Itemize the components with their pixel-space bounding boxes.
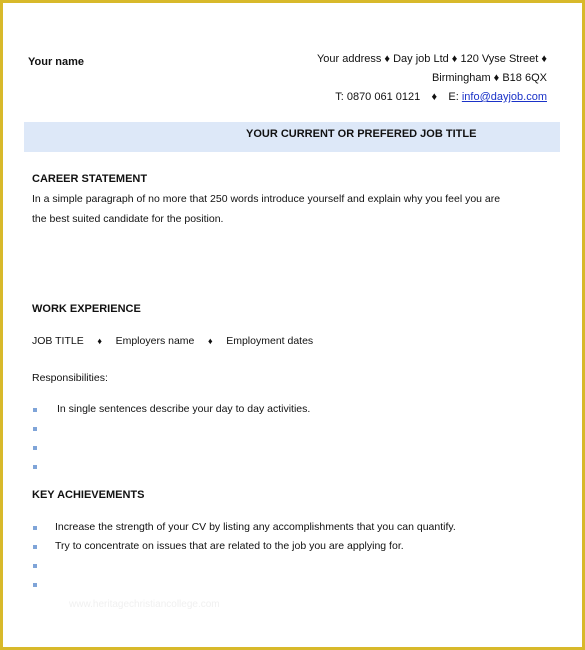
list-item: In single sentences describe your day to day activities.: [57, 403, 311, 415]
list-item: Try to concentrate on issues that are related to the job you are applying for.: [55, 540, 404, 552]
bullet-marker: [33, 446, 37, 450]
job-title-heading: YOUR CURRENT OR PREFERED JOB TITLE: [246, 128, 477, 140]
work-experience-heading: WORK EXPERIENCE: [32, 303, 141, 315]
career-statement-heading: CAREER STATEMENT: [32, 173, 148, 185]
address-line-2: Birmingham ♦ B18 6QX: [431, 72, 547, 84]
responsibilities-label: Responsibilities:: [32, 372, 108, 384]
bullet-marker: [33, 526, 37, 530]
address-line-1: Your address ♦ Day job Ltd ♦ 120 Vyse Street ♦: [316, 53, 547, 65]
separator-1: ♦: [97, 336, 102, 346]
phone-number: T: 0870 061 0121: [335, 91, 421, 103]
job-title-bar: [24, 122, 560, 152]
employment-dates: Employment dates: [226, 335, 314, 347]
email-label: E:: [448, 91, 459, 103]
bullet-marker: [33, 408, 37, 412]
email-link[interactable]: info@dayjob.com: [461, 91, 547, 103]
contact-line: [335, 88, 547, 107]
bullet-marker: [33, 465, 37, 469]
key-achievements-heading: KEY ACHIEVEMENTS: [32, 489, 145, 501]
contact-separator: ♦: [431, 91, 438, 103]
bullet-marker: [33, 583, 37, 587]
bullet-marker: [33, 564, 37, 568]
bullet-marker: [33, 545, 37, 549]
job-title-label: JOB TITLE: [32, 335, 84, 347]
job-details-line: [32, 335, 313, 347]
watermark: www.heritagechristiancollege.com: [69, 599, 220, 610]
career-statement-line-2: the best suited candidate for the position.: [32, 213, 224, 225]
employer-name: Employers name: [115, 335, 195, 347]
list-item: Increase the strength of your CV by listing any accomplishments that you can quantify.: [55, 521, 456, 533]
bullet-marker: [33, 427, 37, 431]
your-name: Your name: [28, 56, 85, 68]
separator-2: ♦: [208, 336, 213, 346]
career-statement-line-1: In a simple paragraph of no more that 250 words introduce yourself and explain why you feel you are: [32, 193, 501, 205]
